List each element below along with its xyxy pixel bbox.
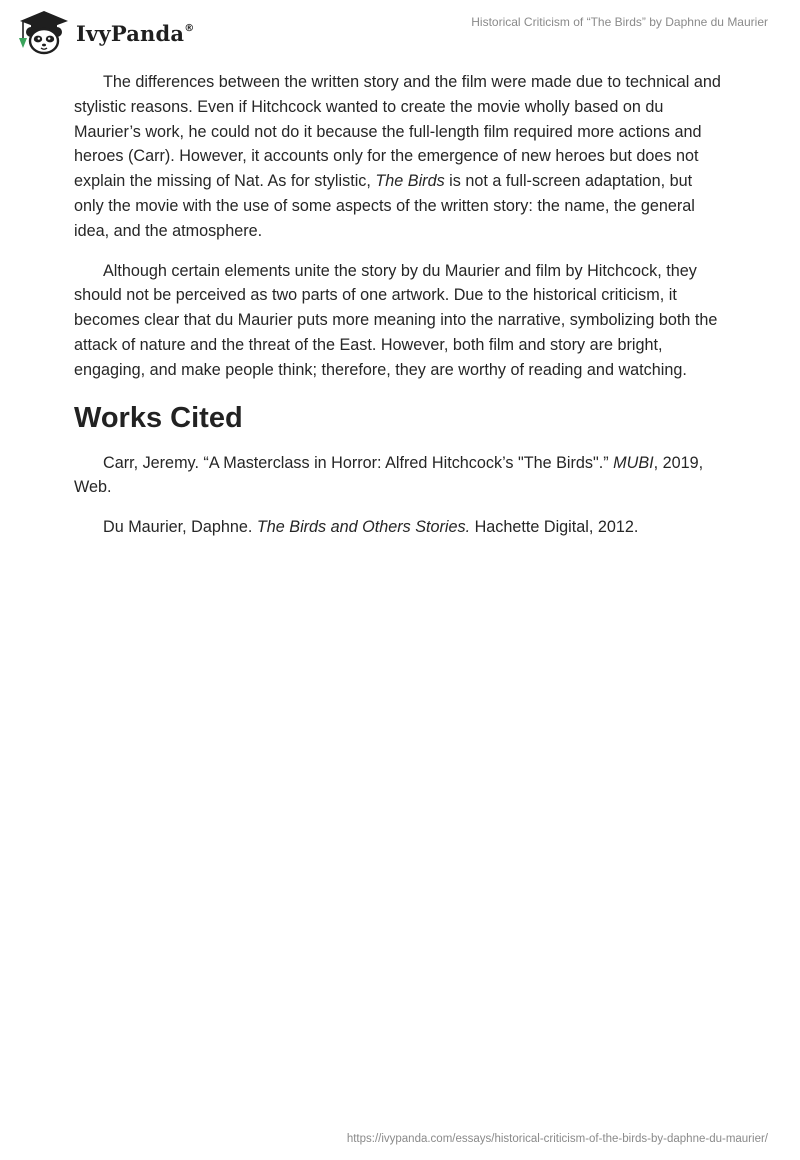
citation-entry: Du Maurier, Daphne. The Birds and Others Stories. Hachette Digital, 2012. (103, 518, 639, 537)
italic-title: The Birds (375, 172, 445, 191)
panda-graduate-icon (14, 8, 74, 56)
registered-mark: ® (184, 22, 195, 34)
citation-italic: MUBI (613, 453, 654, 472)
page-header (0, 0, 800, 62)
paragraph: Although certain elements unite the story by du Maurier and film by Hitchcock, they should not be perceived as two parts of one artwork. Due to the historical criticism, it becomes clear that du Maurier puts more meaning into the narrative, symbolizing both the attack of nature and the threat of the East. However, both film and story are bright, engaging, and make people think; therefore, they are worthy of reading and watching. (74, 261, 718, 379)
source-url-link[interactable]: https://ivypanda.com/essays/historical-criticism-of-the-birds-by-daphne-du-maurier/ (346, 1133, 768, 1145)
ivypanda-logo[interactable] (14, 8, 194, 56)
essay-content (74, 70, 724, 555)
document-title: Historical Criticism of “The Birds” by Daphne du Maurier (471, 15, 768, 29)
paragraph: The differences between the written story and the film were made due to technical and stylistic reasons. Even if Hitchcock wanted to create the movie wholly based on du Maurier’s work, he could not do it because the full-length film required more actions and heroes (Carr). However, it accounts only for the emergence of new heroes but does not explain the missing of Nat. As for stylistic, The Birds is not a full-screen adaptation, but only the movie with the use of some aspects of the written story: the name, the general idea, and the atmosphere. (74, 73, 721, 240)
works-cited-heading: Works Cited (74, 401, 243, 434)
citation-italic: The Birds and Others Stories. (256, 518, 471, 537)
brand-name: IvyPanda® (76, 20, 195, 46)
citation-entry: Carr, Jeremy. “A Masterclass in Horror: Alfred Hitchcock’s "The Birds".” MUBI, 2019, Web. (74, 453, 704, 497)
